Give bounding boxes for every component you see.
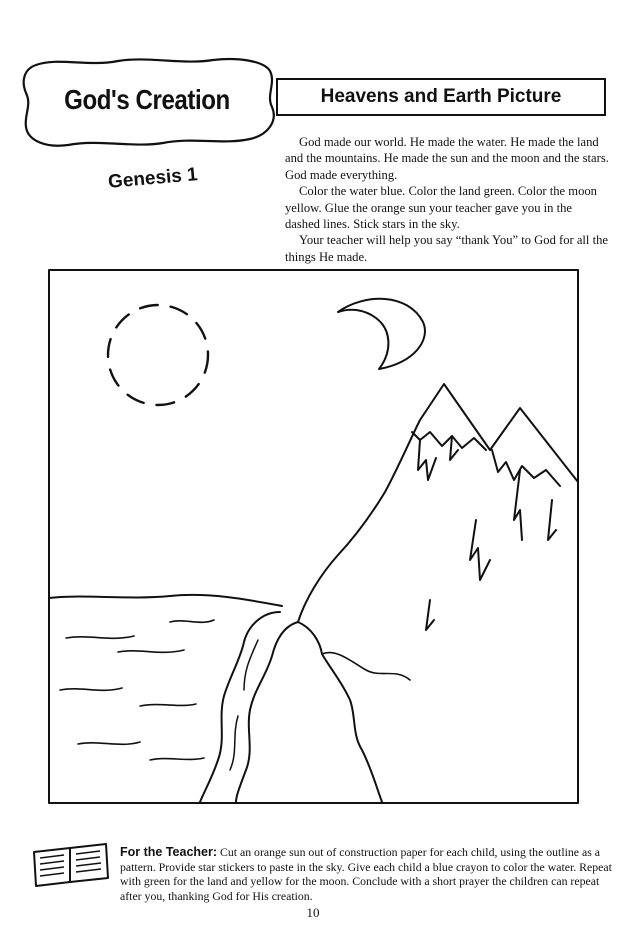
activity-title: Heavens and Earth Picture xyxy=(276,78,606,116)
intro-paragraph-2: Color the water blue. Color the land green. Color the moon yellow. Glue the orange sun your teacher gave you in the dashed lines. Stick stars in the sky. xyxy=(285,184,597,232)
river-right-bank xyxy=(236,622,298,802)
river-left-bank xyxy=(200,612,280,802)
teacher-note-text: Cut an orange sun out of construction paper for each child, using the outline as a pattern. Provide star stickers to paste in the sky. Give each child a blue crayon to color the water. Repeat with green for the land and yellow for the moon. Conclude with a short prayer the children can repeat after you, thanking God for His creation. xyxy=(120,845,612,903)
land-edge xyxy=(298,622,382,802)
page-title: God's Creation xyxy=(64,84,230,115)
picture-frame xyxy=(49,270,578,803)
crescent-moon xyxy=(338,299,425,369)
open-book-icon xyxy=(30,842,112,888)
water-waves xyxy=(60,620,214,760)
sun-outline xyxy=(108,305,208,405)
intro-paragraph-1: God made our world. He made the water. He made the land and the mountains. He made the sun and the moon and the stars. God made everything. xyxy=(285,135,609,182)
teacher-note xyxy=(120,845,616,903)
page-number: 10 xyxy=(306,905,320,920)
intro-paragraph-3: Your teacher will help you say “thank You” to God for all the things He made. xyxy=(285,233,608,264)
teacher-note-label: For the Teacher: xyxy=(120,845,218,859)
scripture-reference: Genesis 1 xyxy=(107,164,199,193)
water-horizon xyxy=(49,595,282,606)
mountain-peaks xyxy=(298,384,578,630)
